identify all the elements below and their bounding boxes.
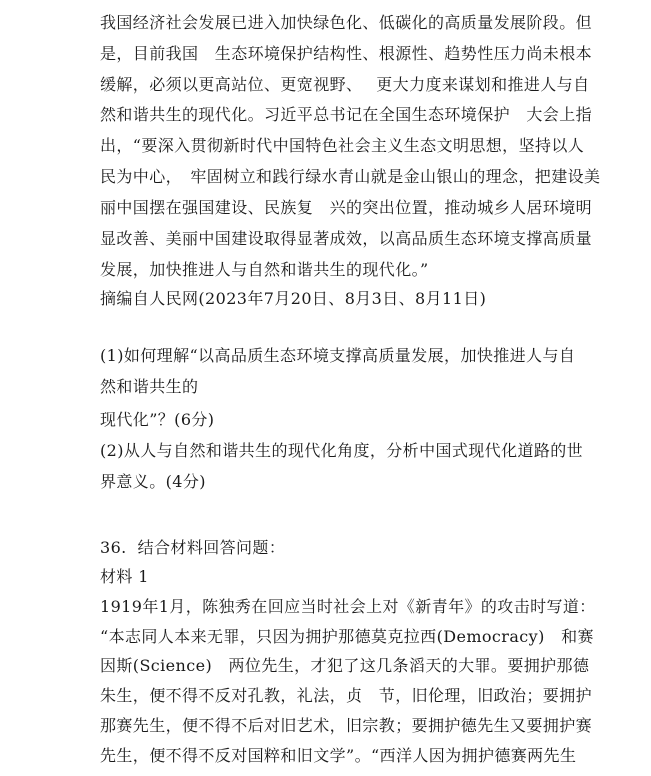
q36-line-6: 先生，便不得不反对国粹和旧文学”。“西洋人因为拥护德赛两先生 xyxy=(100,746,577,765)
passage-line-7: 丽中国摆在强国建设、民族复 兴的突出位置，推动城乡人居环境明 xyxy=(100,198,593,217)
passage-line-5: 出，“要深入贯彻新时代中国特色社会主义生态文明思想，坚持以人 xyxy=(100,136,585,155)
question-1-line-1: (1)如何理解“以高品质生态环境支撑高质量发展，加快推进人与自 xyxy=(100,346,576,365)
question-1-line-2: 然和谐共生的 xyxy=(100,377,199,396)
passage-line-3: 缓解，必须以更高站位、更宽视野、 更大力度来谋划和推进人与自 xyxy=(100,75,590,94)
passage-source: 摘编自人民网(2023年7月20日、8月3日、8月11日) xyxy=(100,289,487,308)
q36-line-4: 朱生，便不得不反对孔教，礼法，贞 节，旧伦理，旧政治；要拥护 xyxy=(100,686,593,705)
passage-line-4: 然和谐共生的现代化。习近平总书记在全国生态环境保护 大会上指 xyxy=(100,105,593,124)
q36-line-3: 因斯(Science) 两位先生，才犯了这几条滔天的大罪。要拥护那德 xyxy=(100,656,590,675)
question-2-line-2: 界意义。(4分) xyxy=(100,472,206,491)
question-2-line-1: (2)从人与自然和谐共生的现代化角度，分析中国式现代化道路的世 xyxy=(100,441,584,460)
passage-line-9: 发展，加快推进人与自然和谐共生的现代化。” xyxy=(100,260,429,279)
question-36-heading: 36. 结合材料回答问题： xyxy=(100,538,286,557)
question-1-line-3: 现代化”？(6分) xyxy=(100,410,215,429)
q36-line-1: 1919年1月，陈独秀在回应当时社会上对《新青年》的攻击时写道： xyxy=(100,597,596,616)
q36-line-5: 那赛先生，便不得不后对旧艺术，旧宗教；要拥护德先生又要拥护赛 xyxy=(100,716,593,735)
passage-line-2: 是，目前我国 生态环境保护结构性、根源性、趋势性压力尚未根本 xyxy=(100,44,593,63)
passage-line-6: 民为中心， 牢固树立和践行绿水青山就是金山银山的理念，把建设美 xyxy=(100,167,601,186)
passage-line-8: 显改善、美丽中国建设取得显著成效，以高品质生态环境支撑高质量 xyxy=(100,229,593,248)
q36-line-2: “本志同人本来无罪，只因为拥护那德莫克拉西(Democracy) 和赛 xyxy=(100,627,594,646)
material-1-label: 材料 1 xyxy=(100,567,149,586)
passage-line-1: 我国经济社会发展已进入加快绿色化、低碳化的高质量发展阶段。但 xyxy=(100,13,593,32)
